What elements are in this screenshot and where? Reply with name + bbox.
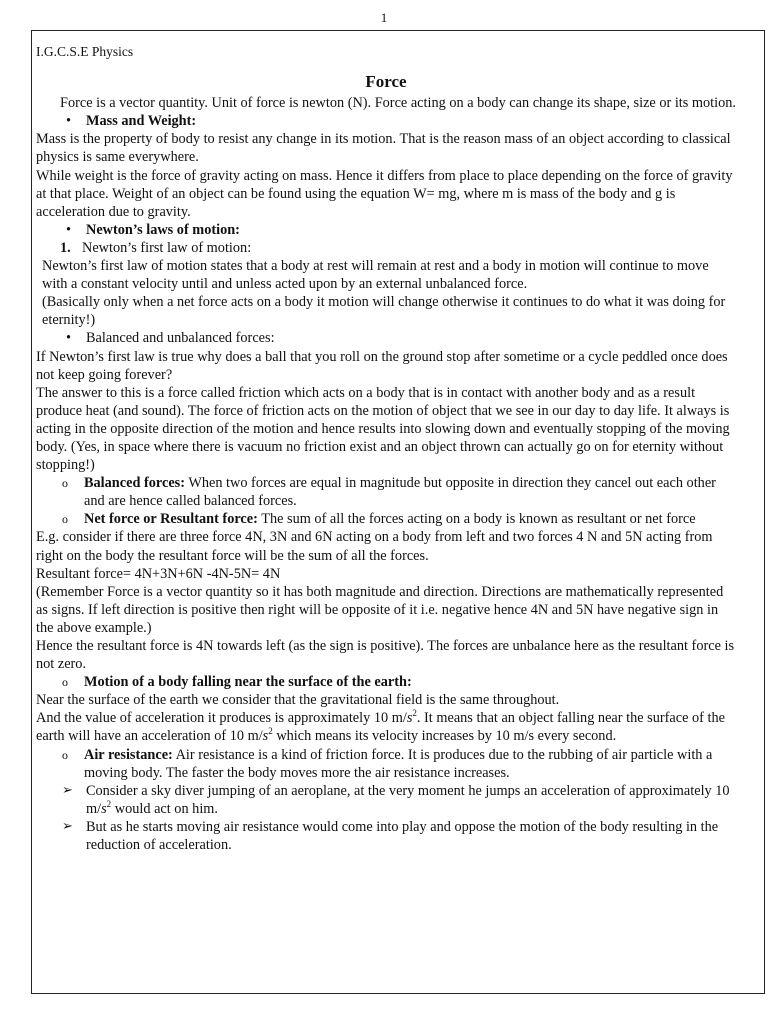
friction-answer: The answer to this is a force called friction which acts on a body that is in contact with another body and as a result produce heat (and sound). The force of friction acts on the motion of object that we see in our day to day life. It always is acting in the opposite direction of the motion and hence results into slowing down and eventually stopping of the moving body. (Yes, in space where there is vacuum no friction exist and an object thrown can actually go on for eternity without stopping!) <box>36 384 730 474</box>
page-number: 1 <box>380 10 388 25</box>
mass-weight-heading: • Mass and Weight: <box>36 112 736 130</box>
intro-paragraph: Force is a vector quantity. Unit of force is newton (N). Force acting on a body can change its shape, size or its motion. <box>60 95 737 112</box>
skydiver-point-2: ➢ But as he starts moving air resistance would come into play and oppose the motion of the body resulting in the reduction of acceleration. <box>36 818 736 854</box>
weight-paragraph: While weight is the force of gravity acting on mass. Hence it differs from place to place depending on the force of gravity at that place. Weight of an object can be found using the equation W= mg, where m is mass of the body and g is acceleration due to gravity. <box>36 167 733 220</box>
first-law-note: (Basically only when a net force acts on a body it motion will change otherwise it continues to do what it was doing for eternity!) <box>42 294 726 329</box>
first-law-title: 1. Newton’s first law of motion: <box>60 239 252 256</box>
first-law-text: Newton’s first law of motion states that a body at rest will remain at rest and a body in motion will continue to move with a constant velocity until and unless acted upon by an external unbalanced force. <box>42 258 709 293</box>
net-force-item: o Net force or Resultant force: The sum of all the forces acting on a body is known as resultant or net force <box>36 510 736 528</box>
page-title: Force <box>365 72 407 92</box>
vector-note: (Remember Force is a vector quantity so it has both magnitude and direction. Directions are mathematically represented as signs. If left direction is positive then right will be opposite of it i.e. negative hence 4N and 5N have negative sign in the above example.) <box>36 583 724 636</box>
gravity-paragraph-2: And the value of acceleration it produces is approximately 10 $m/s^2$. It means that an object falling near the surface of the earth will have an acceleration of 10 $m/s^2$ which means its velocity increases by 10 m/s every second. <box>36 708 725 745</box>
conclusion-paragraph: Hence the resultant force is 4N towards left (as the sign is positive). The forces are unbalance here as the resultant force is not zero. <box>36 638 735 673</box>
example-paragraph: E.g. consider if there are three force 4N, 3N and 6N acting on a body from left and two forces 4 N and 5N acting from right on the body the resultant force will be the sum of all the forces. <box>36 529 713 564</box>
air-resistance-item: o Air resistance: Air resistance is a kind of friction force. It is produces due to the rubbing of air particle with a moving body. The faster the body moves more the air resistance increases. <box>36 746 736 782</box>
newton-laws-heading: • Newton’s laws of motion: <box>36 221 736 239</box>
page-content <box>36 43 736 854</box>
falling-body-heading: o Motion of a body falling near the surface of the earth: <box>36 673 736 691</box>
skydiver-point-1: ➢ Consider a sky diver jumping of an aeroplane, at the very moment he jumps an acceleration of approximately 10 $m/s^2$ would act on him. <box>36 782 736 818</box>
friction-question: If Newton’s first law is true why does a ball that you roll on the ground stop after sometime or a cycle peddled once does not keep going forever? <box>36 348 728 383</box>
balanced-unbalanced-heading: • Balanced and unbalanced forces: <box>36 329 736 347</box>
mass-paragraph: Mass is the property of body to resist any change in its motion. That is the reason mass of an object according to classical physics is same everywhere. <box>36 131 731 166</box>
subject-label: I.G.C.S.E Physics <box>36 44 134 59</box>
gravity-paragraph-1: Near the surface of the earth we consider that the gravitational field is the same throughout. <box>36 692 560 709</box>
page-frame <box>31 30 765 994</box>
balanced-forces-item: o Balanced forces: When two forces are equal in magnitude but opposite in direction they cancel out each other and are hence called balanced forces. <box>36 474 736 510</box>
resultant-equation: Resultant force= 4N+3N+6N -4N-5N= 4N <box>36 565 281 582</box>
